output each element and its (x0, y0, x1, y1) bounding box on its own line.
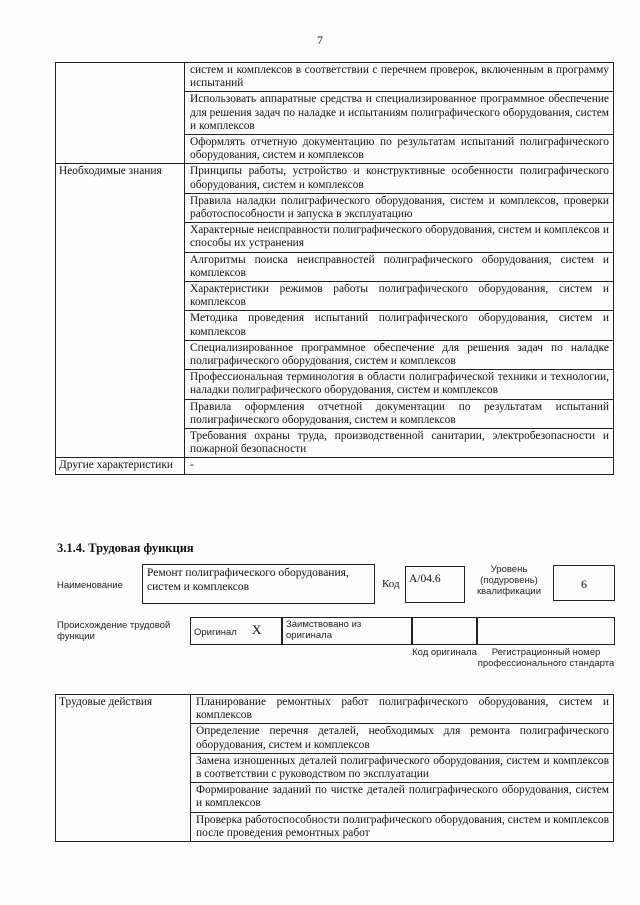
row-label-knowledge: Необходимые знания (56, 164, 185, 458)
name-value: Ремонт полиграфического оборудования, систем и комплексов (142, 564, 375, 604)
table-cell: Проверка работоспособности полиграфического оборудования, систем и комплексов после проведения ремонтных работ (191, 812, 614, 841)
code-original-cell (412, 617, 477, 645)
level-value: 6 (553, 565, 615, 601)
borrowed-label: Заимствовано из оригинала (286, 619, 362, 641)
row-label-other: Другие характеристики (56, 458, 185, 474)
row-label (56, 63, 185, 164)
row-label-actions: Трудовые действия (56, 695, 191, 842)
table-cell: - (185, 458, 614, 474)
level-label: Уровень (подуровень) квалификации (476, 564, 542, 597)
name-label: Наименование (57, 580, 123, 591)
reg-number-caption: Регистрационный номер профессионального стандарта (477, 647, 615, 669)
table-cell: систем и комплексов в соответствии с перечнем проверок, включенным в программу испытаний (185, 63, 614, 92)
table-cell: Формирование заданий по чистке деталей полиграфического оборудования, систем и комплексов (191, 783, 614, 812)
original-mark: X (252, 622, 262, 637)
table-cell: Планирование ремонтных работ полиграфического оборудования, систем и комплексов (191, 695, 614, 724)
table-row (56, 63, 614, 92)
table-cell: Принципы работы, устройство и конструктивные особенности полиграфического оборудования, систем и комплексов (185, 164, 614, 193)
table-cell: Оформлять отчетную документацию по результатам испытаний полиграфического оборудования, систем и комплексов (185, 135, 614, 164)
origin-label: Происхождение трудовой функции (57, 620, 171, 642)
table-cell: Алгоритмы поиска неисправностей полиграфического оборудования, систем и комплексов (185, 252, 614, 281)
table-cell: Определение перечня деталей, необходимых для ремонта полиграфического оборудования, систем и комплексов (191, 724, 614, 753)
original-label: Оригинал (194, 627, 237, 638)
code-original-caption: Код оригинала (412, 647, 477, 658)
reg-number-cell (477, 617, 615, 645)
actions-table (55, 694, 614, 842)
page-number: 7 (317, 33, 323, 47)
table-row (56, 164, 614, 193)
table-cell: Правила наладки полиграфического оборудования, систем и комплексов, проверки работоспособности и запуска в эксплуатацию (185, 193, 614, 222)
table-row (56, 458, 614, 474)
table-cell: Профессиональная терминология в области полиграфической техники и технологии, наладки полиграфического оборудования, систем и комплексов (185, 370, 614, 399)
requirements-table (55, 62, 614, 475)
section-heading: 3.1.4. Трудовая функция (57, 541, 194, 555)
table-cell: Специализированное программное обеспечение для решения задач по наладке полиграфического оборудования, систем и комплексов (185, 340, 614, 369)
table-cell: Характерные неисправности полиграфического оборудования, систем и комплексов и способы их устранения (185, 223, 614, 252)
code-label: Код (382, 578, 400, 590)
table-cell: Правила оформления отчетной документации по результатам испытаний полиграфического оборудования, систем и комплексов (185, 399, 614, 428)
code-value: A/04.6 (405, 566, 465, 603)
table-cell: Замена изношенных деталей полиграфического оборудования, систем и комплексов в соответствии с руководством по эксплуатации (191, 753, 614, 782)
table-cell: Использовать аппаратные средства и специализированное программное обеспечение для решения задач по наладке и испытаниям полиграфического оборудования, систем и комплексов (185, 92, 614, 135)
table-cell: Требования охраны труда, производственной санитарии, электробезопасности и пожарной безопасности (185, 429, 614, 458)
table-cell: Характеристики режимов работы полиграфического оборудования, систем и комплексов (185, 282, 614, 311)
table-row (56, 695, 614, 724)
table-cell: Методика проведения испытаний полиграфического оборудования, систем и комплексов (185, 311, 614, 340)
